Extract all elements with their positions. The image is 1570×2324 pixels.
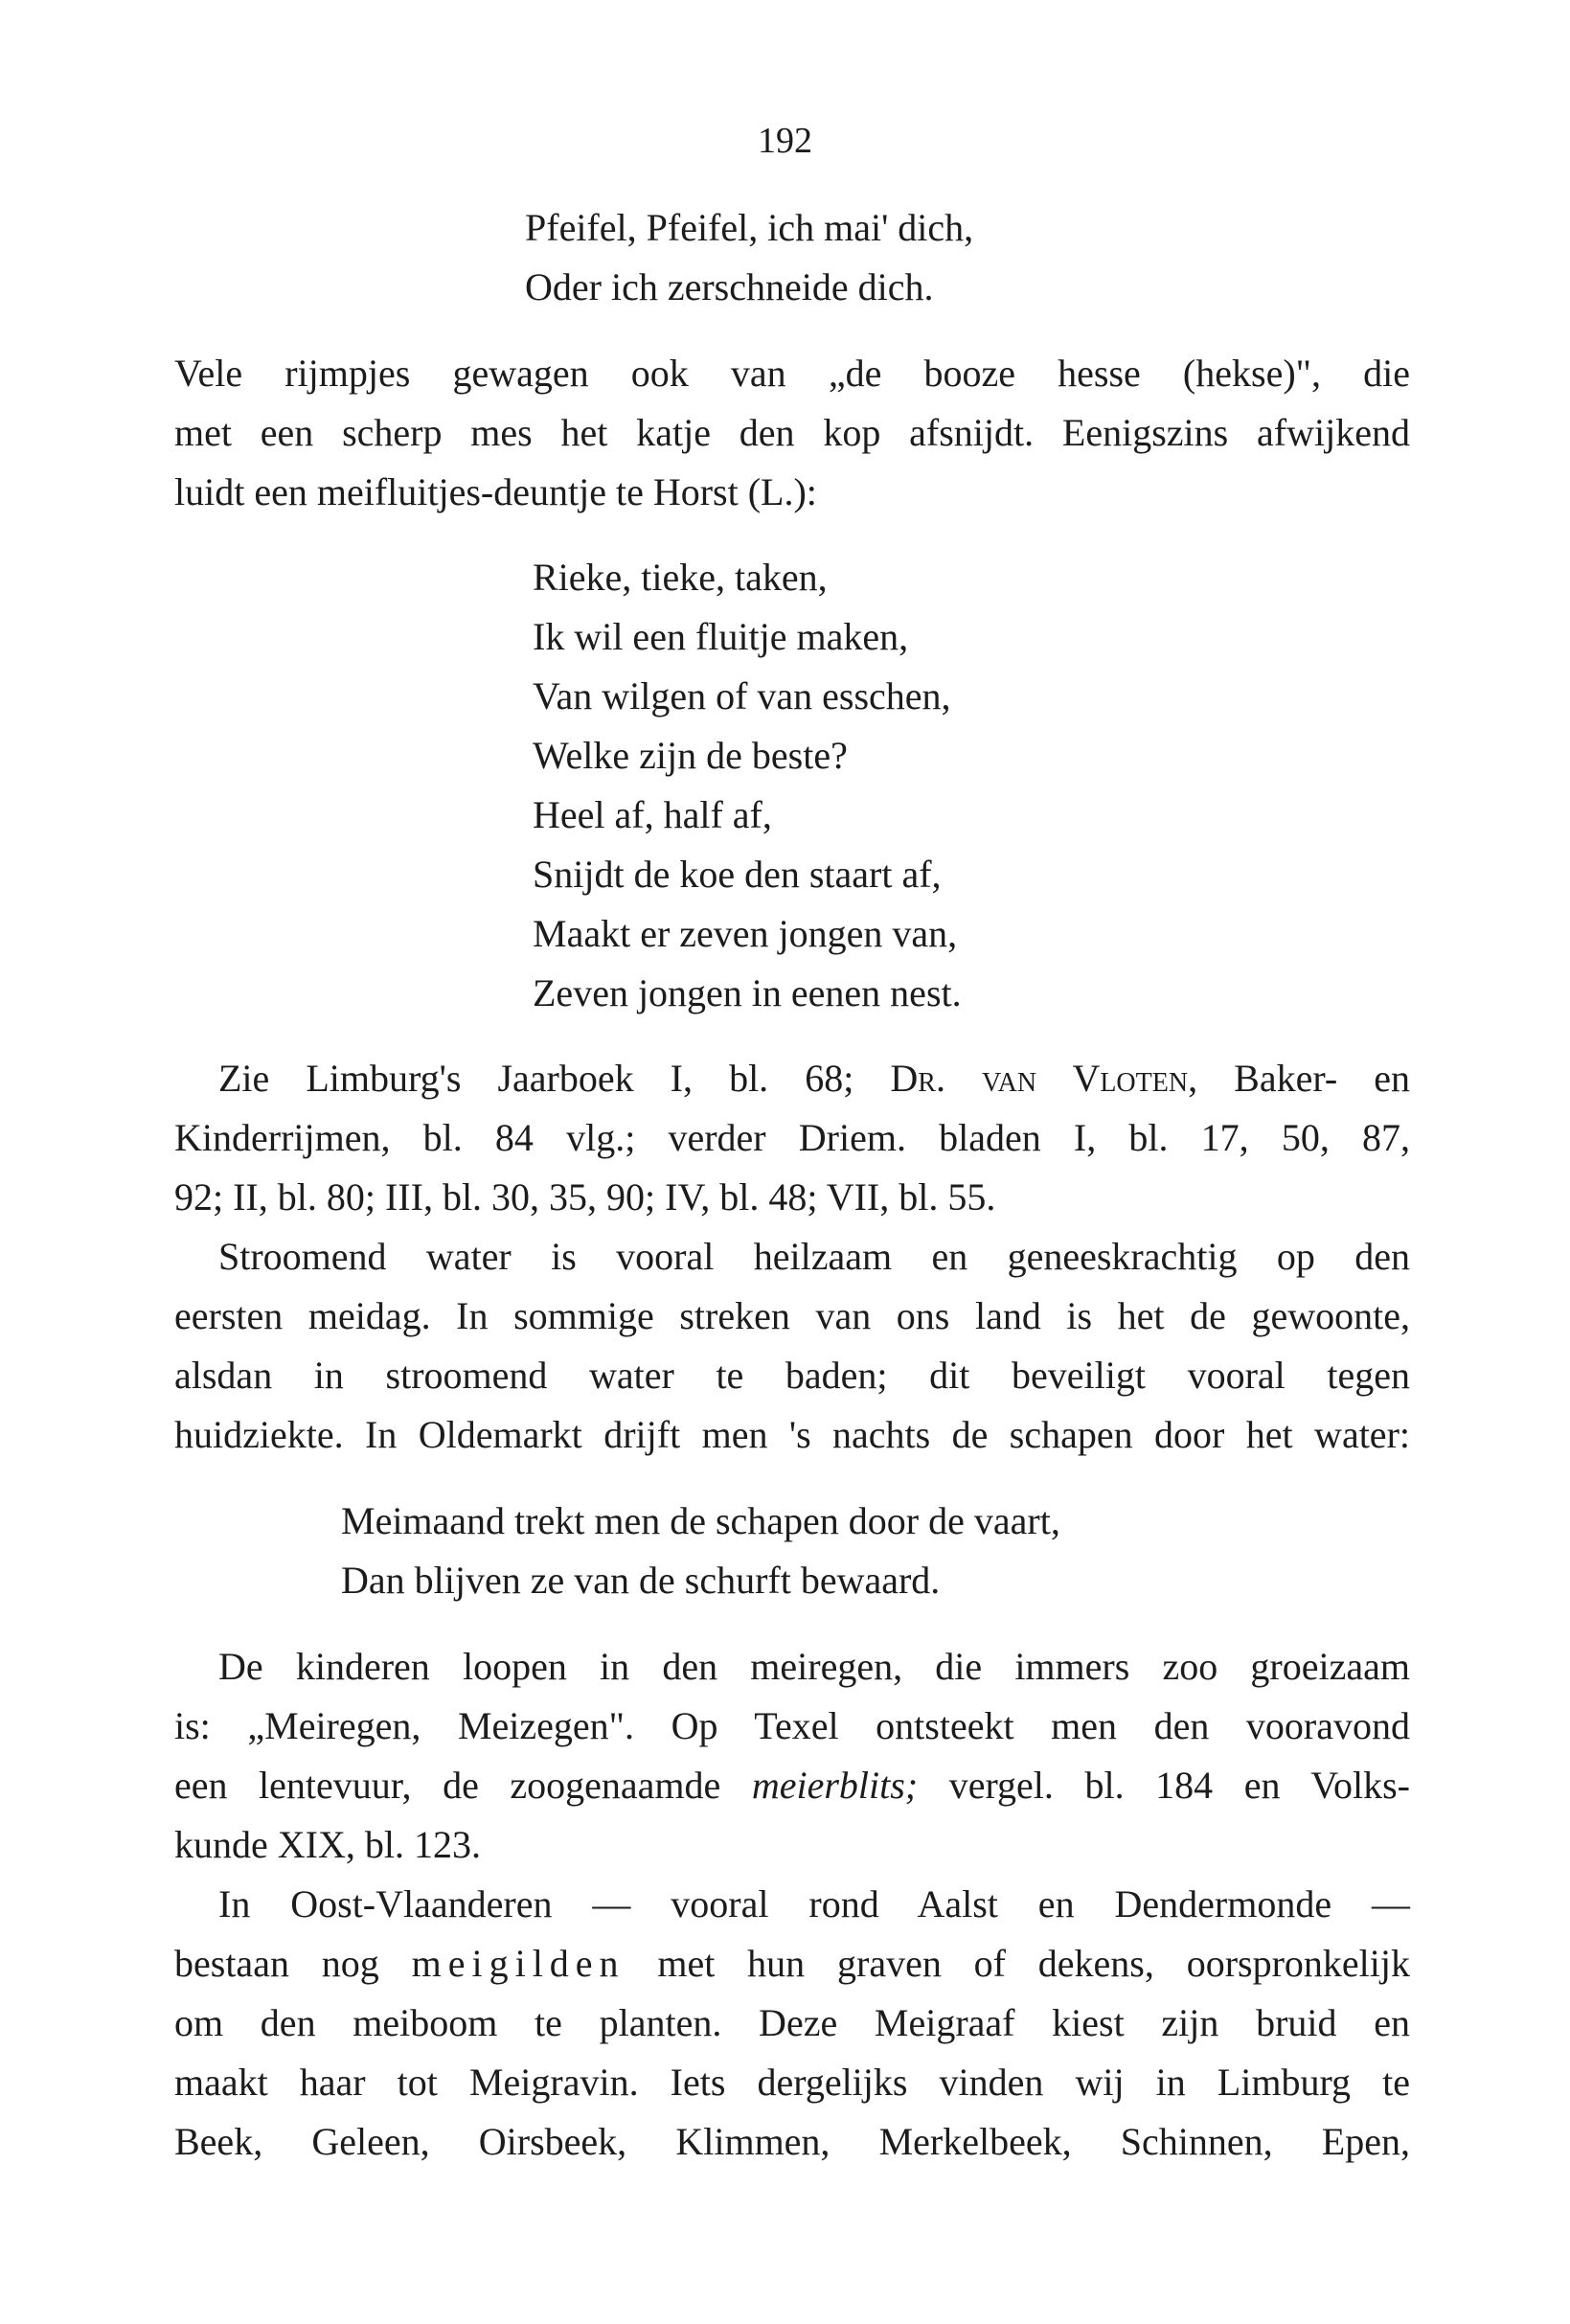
verse-line: Snijdt de koe den staart af, [533, 853, 942, 896]
text-line [218, 1052, 1410, 1105]
verse-line: Pfeifel, Pfeifel, ich mai' dich, [525, 206, 974, 249]
verse-line: Van wilgen of van esschen, [533, 674, 951, 718]
text-line: om den meiboom te planten. Deze Meigraaf kiest zijn bruid en [174, 2001, 1410, 2044]
author-name: Dr. van Vloten [890, 1057, 1189, 1100]
text-line: In Oost-Vlaanderen — vooral rond Aalst en Dendermonde — [218, 1882, 1410, 1925]
text-line: alsdan in stroomend water te baden; dit beveiligt vooral tegen [174, 1354, 1410, 1397]
text-segment: een lentevuur, de zoogenaamde [174, 1764, 752, 1807]
text-line [174, 1937, 1410, 1991]
verse-line: Heel af, half af, [533, 793, 772, 836]
text-line: Stroomend water is vooral heilzaam en geneeskrachtig op den [218, 1235, 1410, 1278]
verse-line: Oder ich zerschneide dich. [525, 265, 934, 308]
text-line: luidt een meifluitjes-deuntje te Horst (L.): [174, 470, 817, 513]
verse-line: Maakt er zeven jongen van, [533, 912, 958, 955]
text-line: Vele rijmpjes gewagen ook van „de booze hesse (hekse)", die [174, 352, 1410, 395]
text-line: eersten meidag. In sommige streken van ons land is het de gewoonte, [174, 1294, 1410, 1337]
text-line: met een scherp mes het katje den kop afsnijdt. Eenigszins afwijkend [174, 411, 1410, 454]
text-line: 92; II, bl. 80; III, bl. 30, 35, 90; IV, bl. 48; VII, bl. 55. [174, 1175, 996, 1219]
text-segment: vergel. bl. 184 en Volks- [918, 1764, 1411, 1807]
spaced-term: meigilden [411, 1942, 626, 1985]
verse-line: Rieke, tieke, taken, [533, 556, 828, 599]
text-line: kunde XIX, bl. 123. [174, 1823, 481, 1866]
text-segment: met hun graven of dekens, oorspronkelijk [625, 1942, 1410, 1985]
text-segment: , Baker- en [1188, 1057, 1411, 1100]
italic-term: meierblits; [751, 1764, 919, 1807]
verse-line: Dan blijven ze van de schurft bewaard. [341, 1559, 941, 1602]
text-line: is: „Meiregen, Meizegen". Op Texel ontsteekt men den vooravond [174, 1704, 1410, 1747]
text-segment: bestaan nog [174, 1942, 412, 1985]
text-line: Kinderrijmen, bl. 84 vlg.; verder Driem. bladen I, bl. 17, 50, 87, [174, 1116, 1410, 1159]
verse-line: Meimaand trekt men de schapen door de vaart, [341, 1499, 1060, 1542]
page-number: 192 [758, 121, 812, 161]
verse-line: Zeven jongen in eenen nest. [533, 971, 962, 1014]
text-line: maakt haar tot Meigravin. Iets dergelijks vinden wij in Limburg te [174, 2061, 1410, 2104]
text-line: Beek, Geleen, Oirsbeek, Klimmen, Merkelbeek, Schinnen, Epen, [174, 2120, 1410, 2163]
text-line: huidziekte. In Oldemarkt drijft men 's nachts de schapen door het water: [174, 1413, 1410, 1456]
verse-line: Ik wil een fluitje maken, [533, 615, 909, 658]
text-line [174, 1759, 1410, 1812]
verse-line: Welke zijn de beste? [533, 734, 848, 777]
text-line: De kinderen loopen in den meiregen, die immers zoo groeizaam [218, 1645, 1410, 1688]
text-segment: Zie Limburg's Jaarboek I, bl. 68; [218, 1057, 891, 1100]
